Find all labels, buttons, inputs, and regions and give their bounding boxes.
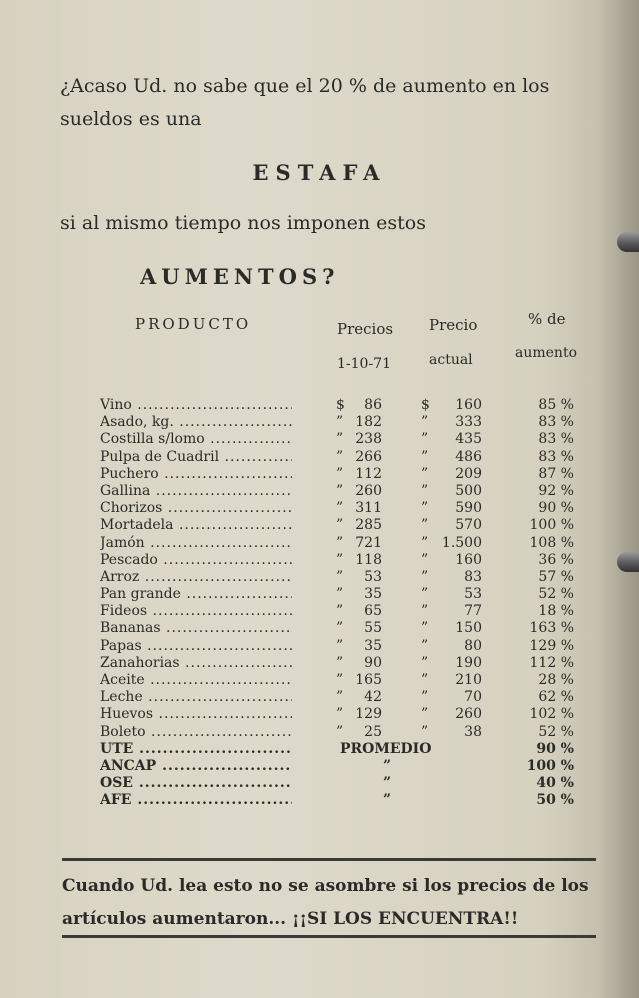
- old-price-mark: ”: [336, 500, 344, 517]
- increase-percent: 52 %: [538, 586, 574, 603]
- old-price-mark: ”: [336, 637, 344, 654]
- service-row: [0, 741, 639, 758]
- new-price-mark: ”: [421, 586, 429, 603]
- old-price: 285: [355, 517, 382, 534]
- service-row: [0, 758, 639, 775]
- old-price-mark: ”: [336, 654, 344, 671]
- old-price: 165: [355, 672, 382, 688]
- product-name: Aceite .....: [100, 672, 292, 689]
- product-name: Pan grande .....: [100, 586, 292, 603]
- old-price: 112: [355, 465, 382, 482]
- product-name: Pescado .....: [100, 552, 292, 569]
- old-price: 238: [355, 431, 382, 448]
- col-header-producto: PRODUCTO: [135, 315, 252, 333]
- product-name: Gallina .....: [100, 483, 292, 500]
- new-price: 83: [464, 568, 482, 585]
- new-price-mark: ”: [421, 603, 429, 620]
- table-row: [0, 689, 639, 706]
- increase-percent: 112 %: [529, 654, 574, 671]
- old-price-mark: ”: [336, 414, 344, 431]
- old-price: 260: [355, 482, 382, 499]
- increase-percent: 90 %: [538, 500, 574, 517]
- increase-percent: 40 %: [536, 775, 574, 792]
- old-price: 90: [364, 654, 382, 671]
- new-price: 160: [455, 551, 482, 568]
- old-price: 35: [364, 637, 382, 654]
- new-price-mark: ”: [421, 465, 429, 482]
- increase-percent: 163 %: [529, 620, 574, 637]
- old-price-mark: ”: [336, 620, 344, 637]
- old-price: 86: [364, 397, 382, 413]
- new-price: 70: [464, 689, 482, 706]
- table-row: [0, 500, 639, 517]
- old-price-mark: ”: [336, 482, 344, 499]
- old-price: 65: [364, 603, 382, 620]
- service-note: ”: [383, 775, 392, 792]
- product-name: Papas .....: [100, 638, 292, 655]
- divider: [62, 858, 596, 861]
- product-name: Boleto .....: [100, 724, 292, 741]
- table-row: [0, 638, 639, 655]
- increase-percent: 85 %: [538, 397, 574, 413]
- table-row: [0, 397, 639, 414]
- new-price: 209: [455, 465, 482, 482]
- subtitle: si al mismo tiempo nos imponen estos: [60, 212, 427, 234]
- new-price-mark: ”: [421, 448, 429, 465]
- increase-percent: 28 %: [538, 672, 574, 688]
- service-row: [0, 792, 639, 809]
- product-name: Vino .....: [100, 397, 292, 414]
- product-name: Fideos .....: [100, 603, 292, 620]
- intro-text: ¿Acaso Ud. no sabe que el 20 % de aumento en los sueldos es una: [60, 75, 550, 130]
- increase-percent: 36 %: [538, 551, 574, 568]
- old-price-mark: ”: [336, 431, 344, 448]
- new-price-mark: ”: [421, 500, 429, 517]
- product-name: Costilla s/lomo .....: [100, 431, 292, 448]
- old-price: 311: [355, 500, 382, 517]
- new-price: 500: [455, 482, 482, 499]
- table-row: [0, 483, 639, 500]
- old-price: 118: [355, 551, 382, 568]
- service-row: [0, 775, 639, 792]
- increase-percent: 57 %: [538, 568, 574, 585]
- product-name: Puchero .....: [100, 466, 292, 483]
- new-price: 80: [464, 637, 482, 654]
- aumentos-heading: AUMENTOS?: [140, 264, 340, 289]
- new-price: 260: [455, 706, 482, 723]
- new-price-mark: ”: [421, 517, 429, 534]
- old-price: 182: [355, 414, 382, 431]
- old-price: 35: [364, 586, 382, 603]
- col-header-date: 1-10-71: [337, 356, 391, 372]
- old-price-mark: $: [336, 397, 345, 413]
- product-name: Jamón .....: [100, 535, 292, 552]
- new-price: 53: [464, 586, 482, 603]
- new-price: 210: [455, 672, 482, 688]
- new-price: 486: [455, 448, 482, 465]
- col-header-actual: actual: [429, 352, 473, 368]
- increase-percent: 102 %: [529, 706, 574, 723]
- table-row: [0, 535, 639, 552]
- table-row: [0, 517, 639, 534]
- new-price: 160: [455, 397, 482, 413]
- product-name: Leche .....: [100, 689, 292, 706]
- new-price-mark: ”: [421, 723, 429, 740]
- table-row: [0, 603, 639, 620]
- table-row: [0, 620, 639, 637]
- col-header-aumento: aumento: [515, 345, 577, 361]
- service-name: UTE .....: [100, 741, 292, 758]
- old-price-mark: ”: [336, 448, 344, 465]
- service-name: AFE .....: [100, 792, 292, 809]
- old-price-mark: ”: [336, 706, 344, 723]
- old-price-mark: ”: [336, 689, 344, 706]
- old-price-mark: ”: [336, 465, 344, 482]
- new-price: 590: [455, 500, 482, 517]
- old-price-mark: ”: [336, 551, 344, 568]
- table-row: [0, 431, 639, 448]
- increase-percent: 62 %: [538, 689, 574, 706]
- new-price: 77: [464, 603, 482, 620]
- increase-percent: 83 %: [538, 448, 574, 465]
- new-price-mark: $: [421, 397, 430, 413]
- product-name: Zanahorias .....: [100, 655, 292, 672]
- old-price: 42: [364, 689, 382, 706]
- table-row: [0, 466, 639, 483]
- old-price-mark: ”: [336, 586, 344, 603]
- old-price-mark: ”: [336, 672, 344, 688]
- increase-percent: 83 %: [538, 414, 574, 431]
- increase-percent: 129 %: [529, 637, 574, 654]
- new-price-mark: ”: [421, 482, 429, 499]
- table-row: [0, 706, 639, 723]
- table-row: [0, 449, 639, 466]
- binder-ring-icon: [617, 232, 639, 252]
- increase-percent: 100 %: [529, 517, 574, 534]
- new-price: 435: [455, 431, 482, 448]
- new-price: 570: [455, 517, 482, 534]
- new-price-mark: ”: [421, 654, 429, 671]
- increase-percent: 18 %: [538, 603, 574, 620]
- product-name: Arroz .....: [100, 569, 292, 586]
- old-price-mark: ”: [336, 568, 344, 585]
- service-note: ”: [383, 757, 392, 774]
- table-row: [0, 569, 639, 586]
- new-price-mark: ”: [421, 620, 429, 637]
- divider: [62, 935, 596, 938]
- old-price: 25: [364, 723, 382, 740]
- new-price-mark: ”: [421, 431, 429, 448]
- old-price-mark: ”: [336, 603, 344, 620]
- new-price-mark: ”: [421, 551, 429, 568]
- table-row: [0, 655, 639, 672]
- increase-percent: 100 %: [526, 757, 574, 774]
- product-name: Mortadela .....: [100, 517, 292, 534]
- table-row: [0, 552, 639, 569]
- new-price-mark: ”: [421, 568, 429, 585]
- new-price-mark: ”: [421, 637, 429, 654]
- old-price: 55: [364, 620, 382, 637]
- service-note: PROMEDIO: [340, 740, 432, 757]
- increase-percent: 52 %: [538, 723, 574, 740]
- col-header-precios: Precios: [337, 320, 394, 338]
- new-price: 333: [455, 414, 482, 431]
- old-price: 53: [364, 568, 382, 585]
- product-name: Chorizos .....: [100, 500, 292, 517]
- increase-percent: 90 %: [536, 740, 574, 757]
- increase-percent: 87 %: [538, 465, 574, 482]
- new-price-mark: ”: [421, 534, 429, 551]
- service-name: ANCAP .....: [100, 758, 292, 775]
- new-price-mark: ”: [421, 414, 429, 431]
- new-price: 1.500: [441, 534, 482, 551]
- increase-percent: 50 %: [536, 792, 574, 809]
- old-price: 721: [355, 534, 382, 551]
- table-row: [0, 672, 639, 689]
- new-price: 38: [464, 723, 482, 740]
- product-name: Asado, kg. .....: [100, 414, 292, 431]
- old-price-mark: ”: [336, 517, 344, 534]
- new-price-mark: ”: [421, 706, 429, 723]
- new-price: 190: [455, 654, 482, 671]
- old-price: 129: [355, 706, 382, 723]
- table-row: [0, 586, 639, 603]
- table-row: [0, 414, 639, 431]
- new-price: 150: [455, 620, 482, 637]
- new-price-mark: ”: [421, 672, 429, 688]
- product-name: Bananas .....: [100, 620, 292, 637]
- estafa-heading: ESTAFA: [252, 160, 387, 185]
- col-header-pct: % de: [528, 310, 566, 328]
- service-note: ”: [383, 792, 392, 809]
- col-header-precio: Precio: [429, 316, 478, 334]
- service-name: OSE .....: [100, 775, 292, 792]
- product-name: Huevos .....: [100, 706, 292, 723]
- product-name: Pulpa de Cuadril .....: [100, 449, 292, 466]
- increase-percent: 83 %: [538, 431, 574, 448]
- old-price: 266: [355, 448, 382, 465]
- footer-text: Cuando Ud. lea esto no se asombre si los precios de los artículos aumentaron... ¡¡SI LOS ENCUENTRA!!: [62, 876, 589, 929]
- table-row: [0, 724, 639, 741]
- price-table: [0, 397, 639, 810]
- old-price-mark: ”: [336, 723, 344, 740]
- increase-percent: 108 %: [529, 534, 574, 551]
- increase-percent: 92 %: [538, 482, 574, 499]
- old-price-mark: ”: [336, 534, 344, 551]
- new-price-mark: ”: [421, 689, 429, 706]
